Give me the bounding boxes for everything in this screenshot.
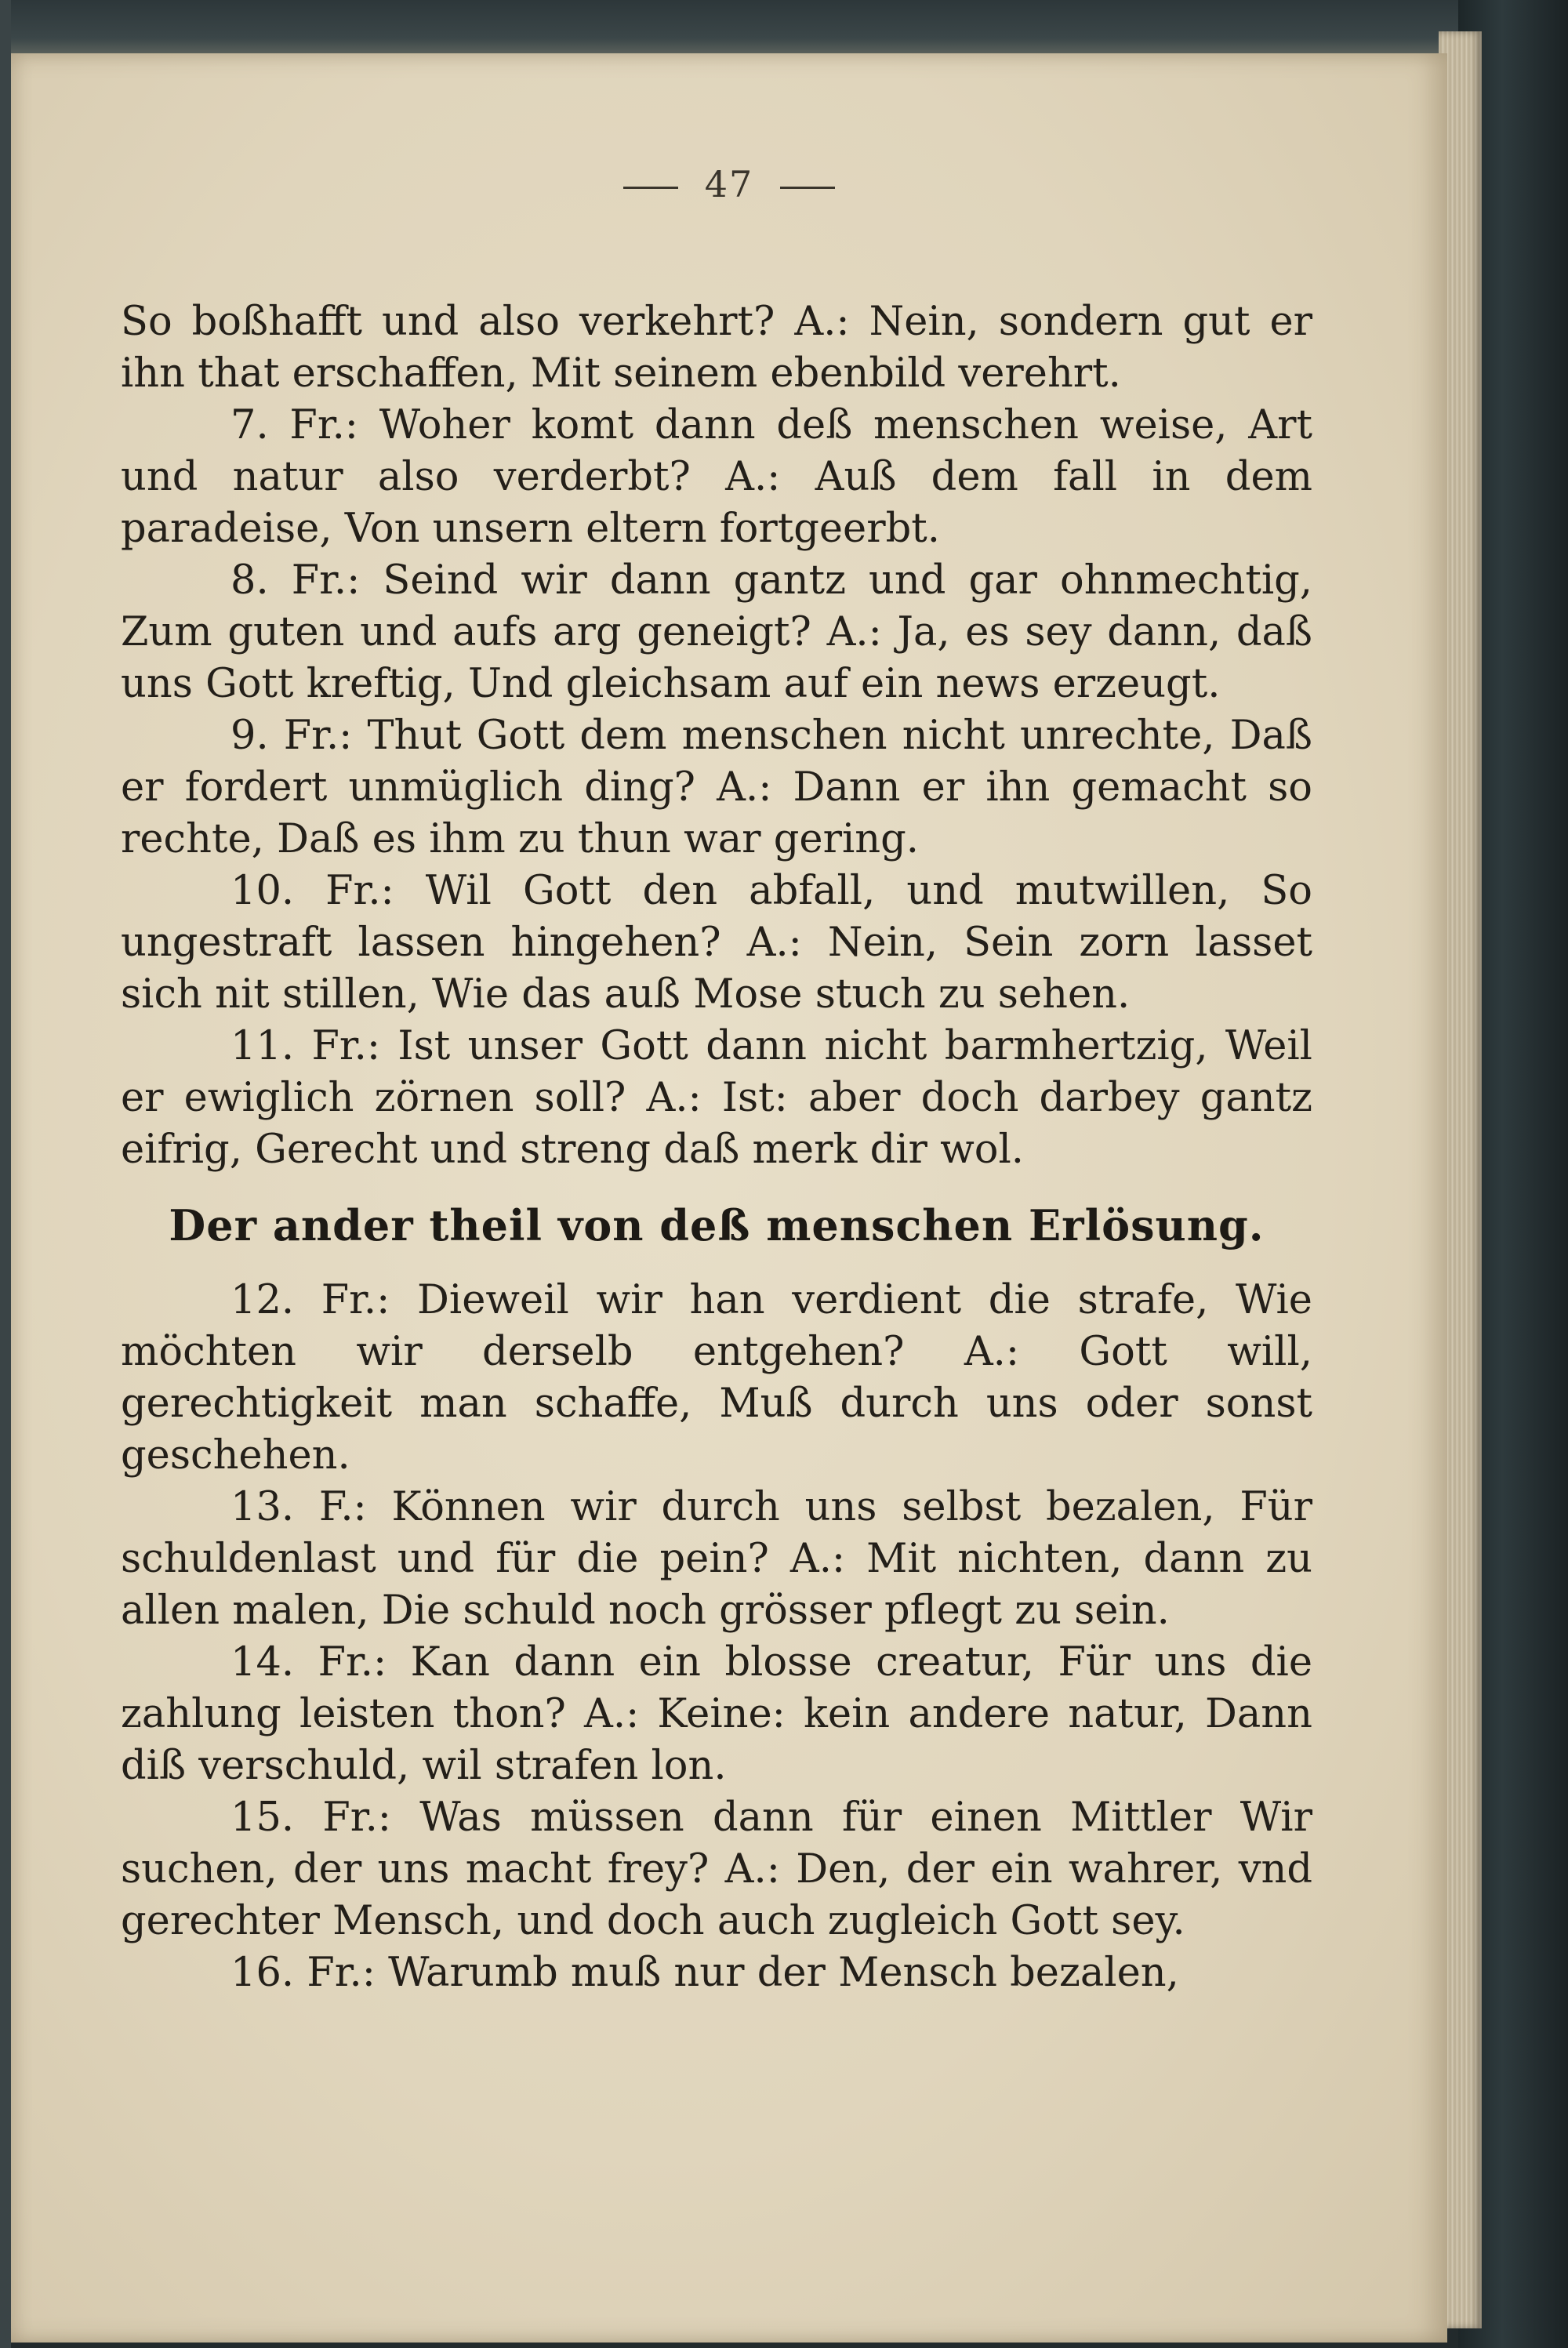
question-10: 10. Fr.: Wil Gott den abfall, und mutwillen, So ungestraft lassen hingehen? A.: Nein, Sein zorn lasset sich nit stillen, Wie das auß Mose stuch zu sehen.	[121, 868, 1312, 1018]
page-header	[11, 163, 1447, 205]
question-15: 15. Fr.: Was müssen dann für einen Mittler Wir suchen, der uns macht frey? A.: Den, der ein wahrer, vnd gerechter Mensch, und doch auch zugleich Gott sey.	[121, 1795, 1312, 1944]
body-text	[121, 296, 1312, 1999]
book-cover-left	[0, 0, 11, 2348]
header-dash-right	[780, 187, 835, 189]
question-14: 14. Fr.: Kan dann ein blosse creatur, Für uns die zahlung leisten thon? A.: Keine: kein andere natur, Dann diß verschuld, wil strafen lon.	[121, 1639, 1312, 1789]
book-page	[11, 53, 1447, 2343]
question-11: 11. Fr.: Ist unser Gott dann nicht barmhertzig, Weil er ewiglich zörnen soll? A.: Ist: aber doch darbey gantz eifrig, Gerecht und streng daß merk dir wol.	[121, 1023, 1312, 1173]
question-12: 12. Fr.: Dieweil wir han verdient die strafe, Wie möchten wir derselb entgehen? A.: Gott will, gerechtigkeit man schaffe, Muß durch uns oder sonst geschehen.	[121, 1277, 1312, 1479]
book-cover-top	[0, 0, 1568, 55]
header-dash-left	[623, 187, 678, 189]
question-13: 13. F.: Können wir durch uns selbst bezalen, Für schuldenlast und für die pein? A.: Mit nichten, dann zu allen malen, Die schuld noch grösser pflegt zu sein.	[121, 1484, 1312, 1634]
question-16: 16. Fr.: Warumb muß nur der Mensch bezalen,	[230, 1950, 1179, 1996]
paragraph-continuation: So boßhafft und also verkehrt? A.: Nein, sondern gut er ihn that erschaffen, Mit seinem ebenbild verehrt.	[121, 299, 1312, 397]
section-heading: Der ander theil von deß menschen Erlösung.	[169, 1200, 1265, 1250]
question-7: 7. Fr.: Woher komt dann deß menschen weise, Art und natur also verderbt? A.: Auß dem fall in dem paradeise, Von unsern eltern fortgeerbt.	[121, 402, 1312, 552]
question-9: 9. Fr.: Thut Gott dem menschen nicht unrechte, Daß er fordert unmüglich ding? A.: Dann er ihn gemacht so rechte, Daß es ihm zu thun war gering.	[121, 713, 1312, 862]
question-8: 8. Fr.: Seind wir dann gantz und gar ohnmechtig, Zum guten und aufs arg geneigt? A.: Ja, es sey dann, daß uns Gott kreftig, Und gleichsam auf ein news erzeugt.	[121, 557, 1312, 707]
page-number: 47	[704, 163, 754, 205]
